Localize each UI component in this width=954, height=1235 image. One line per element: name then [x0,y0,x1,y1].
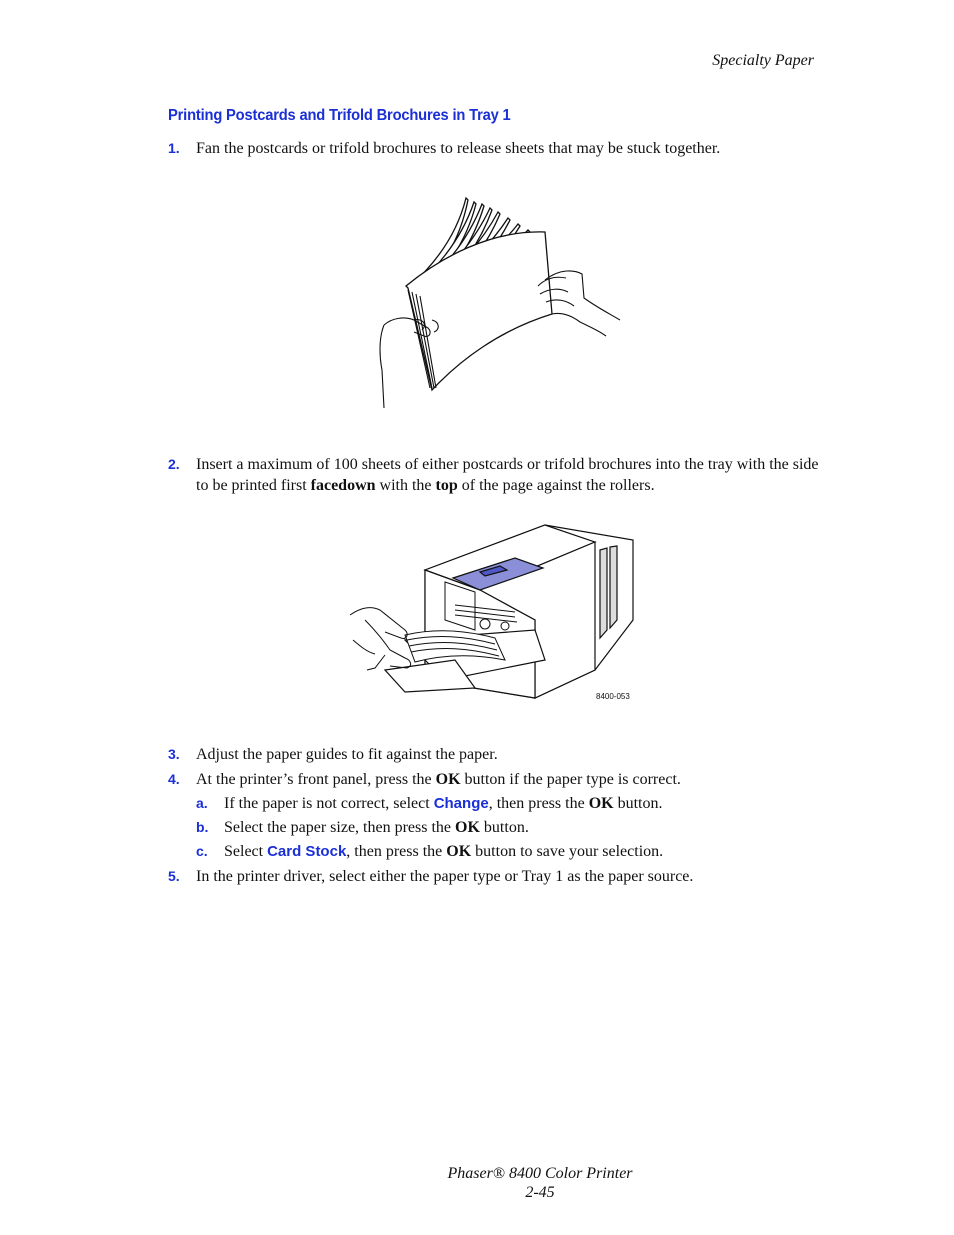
bold-term: OK [446,843,472,860]
printer-tray-illustration [345,520,645,705]
step-text: In the printer driver, select either the paper type or Tray 1 as the paper source. [196,868,694,885]
fanning-paper-illustration [370,190,630,415]
text-run: button if the paper type is correct. [460,771,681,788]
text-run: , then press the [488,795,589,812]
footer-page-number: 2-45 [525,1184,555,1201]
bold-term: top [435,477,458,494]
text-run: button. [479,819,529,836]
bold-term: OK [455,819,480,836]
text-run: , then press the [346,843,447,860]
figure-label: 8400-053 [596,692,630,701]
text-run: At the printer’s front panel, press the [196,771,436,788]
text-run: Insert a maximum of 100 sheets of either postcards or trifold brochures into the tray with the side to be printed first [196,456,819,494]
text-run: button to save your selection. [471,843,664,860]
ui-term: Change [433,795,489,812]
running-header: Specialty Paper [712,52,814,69]
step-number: 3. [168,746,180,762]
section-title: Printing Postcards and Trifold Brochures in Tray 1 [168,107,511,124]
step-text [196,454,821,496]
bold-term: facedown [310,477,376,494]
text-run: Select the paper size, then press the [224,819,456,836]
ui-term: Card Stock [267,843,347,860]
bold-term: OK [435,771,461,788]
step-number: 5. [168,868,180,884]
footer-product: Phaser® 8400 Color Printer [447,1165,633,1182]
text-run: button. [613,795,663,812]
substep-text [224,817,824,838]
step-number: 2. [168,456,180,472]
text-run: with the [375,477,436,494]
substep-text [224,841,824,862]
substep-letter: a. [196,795,208,811]
text-run: of the page against the rollers. [457,477,655,494]
text-run: If the paper is not correct, select [224,795,434,812]
substep-letter: b. [196,819,209,835]
step-number: 4. [168,771,180,787]
text-run: Select [224,843,268,860]
substep-text [224,793,824,814]
step-text [196,769,821,790]
page-footer [0,1164,954,1202]
substep-letter: c. [196,843,208,859]
step-text: Adjust the paper guides to fit against the paper. [196,746,498,763]
bold-term: OK [588,795,614,812]
step-number: 1. [168,140,180,156]
step-text: Fan the postcards or trifold brochures to release sheets that may be stuck together. [196,140,721,157]
